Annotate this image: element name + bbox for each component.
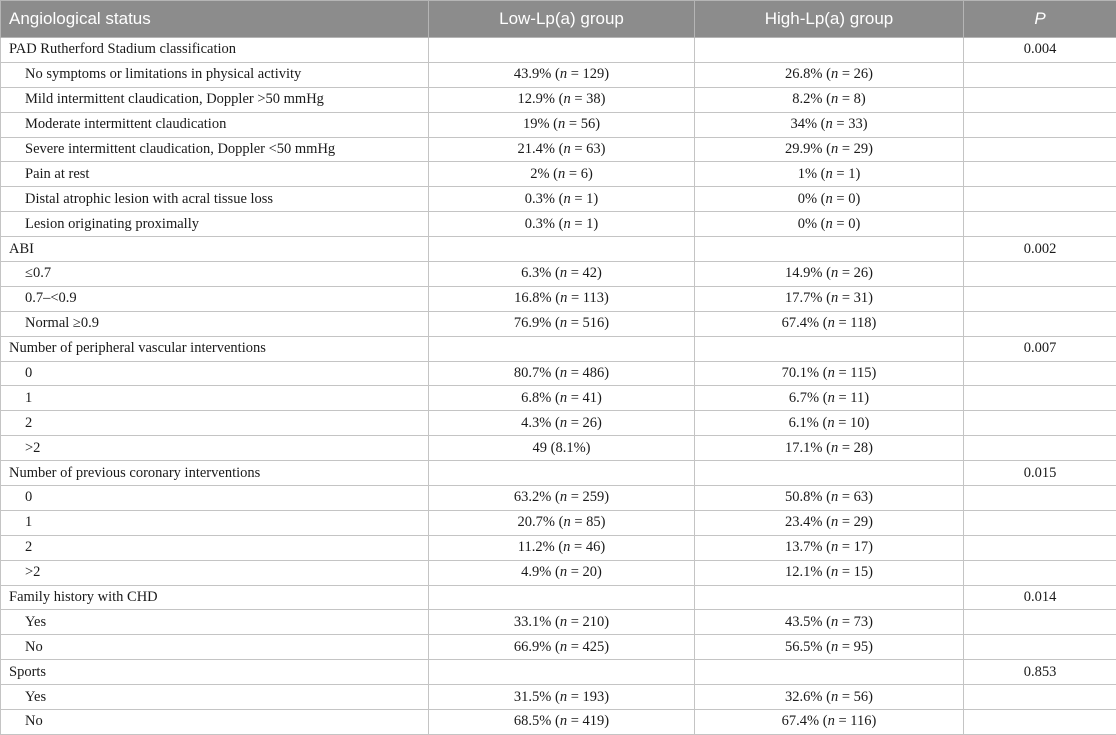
high-lpa-value: 67.4% (n = 118) (695, 311, 964, 336)
high-lpa-value: 34% (n = 33) (695, 112, 964, 137)
high-pct: 43.5% (785, 614, 822, 630)
high-lpa-value: 12.1% (n = 15) (695, 560, 964, 585)
high-n: 8 (854, 91, 861, 107)
p-value (964, 635, 1116, 660)
p-value (964, 610, 1116, 635)
low-n: 38 (586, 91, 601, 107)
low-n: 56 (581, 116, 596, 132)
high-pct: 32.6% (785, 689, 822, 705)
p-value (964, 311, 1116, 336)
high-pct: 67.4% (782, 315, 819, 331)
row-label: 0 (1, 361, 429, 386)
p-value (964, 87, 1116, 112)
low-pct: 2% (530, 166, 549, 182)
p-value: 0.015 (964, 461, 1116, 486)
p-value (964, 262, 1116, 287)
p-value (964, 560, 1116, 585)
high-n: 28 (854, 440, 869, 456)
table-group-row (1, 660, 1116, 685)
p-value (964, 361, 1116, 386)
group-label: Family history with CHD (1, 585, 429, 610)
high-pct: 34% (790, 116, 817, 132)
row-label: Normal ≥0.9 (1, 311, 429, 336)
low-n: 259 (583, 489, 605, 505)
row-label: >2 (1, 560, 429, 585)
table-row (1, 212, 1116, 237)
low-lpa-value (429, 461, 695, 486)
p-value: 0.004 (964, 38, 1116, 63)
low-lpa-value (429, 585, 695, 610)
low-n: 193 (583, 689, 605, 705)
high-n: 29 (854, 514, 869, 530)
header-high-lpa-group: High-Lp(a) group (695, 1, 964, 38)
high-n: 29 (854, 141, 869, 157)
high-lpa-value (695, 38, 964, 63)
row-label: Severe intermittent claudication, Doppler <50 mmHg (1, 137, 429, 162)
low-pct: 0.3% (525, 191, 555, 207)
low-lpa-value: 20.7% (n = 85) (429, 510, 695, 535)
table-group-row (1, 237, 1116, 262)
p-value (964, 187, 1116, 212)
low-lpa-value: 0.3% (n = 1) (429, 187, 695, 212)
low-lpa-value: 49 (8.1%) (429, 436, 695, 461)
p-value (964, 386, 1116, 411)
table-row (1, 610, 1116, 635)
row-label: 2 (1, 535, 429, 560)
low-pct: 80.7% (514, 365, 551, 381)
high-lpa-value: 50.8% (n = 63) (695, 486, 964, 511)
p-value (964, 486, 1116, 511)
high-lpa-value: 13.7% (n = 17) (695, 535, 964, 560)
high-pct: 67.4% (782, 713, 819, 729)
p-value (964, 535, 1116, 560)
high-pct: 29.9% (785, 141, 822, 157)
p-value (964, 685, 1116, 710)
low-pct: 0.3% (525, 216, 555, 232)
row-label: Moderate intermittent claudication (1, 112, 429, 137)
high-pct: 12.1% (785, 564, 822, 580)
high-n: 26 (854, 66, 869, 82)
table-row (1, 486, 1116, 511)
p-value: 0.853 (964, 660, 1116, 685)
high-n: 73 (854, 614, 869, 630)
row-label: 1 (1, 386, 429, 411)
low-n: 85 (586, 514, 601, 530)
table-row (1, 685, 1116, 710)
high-n: 63 (854, 489, 869, 505)
low-lpa-value: 76.9% (n = 516) (429, 311, 695, 336)
low-pct: 6.8% (521, 390, 551, 406)
low-lpa-value: 2% (n = 6) (429, 162, 695, 187)
table-row (1, 162, 1116, 187)
low-lpa-value: 6.8% (n = 41) (429, 386, 695, 411)
low-pct: 66.9% (514, 639, 551, 655)
high-lpa-value: 23.4% (n = 29) (695, 510, 964, 535)
high-n: 0 (848, 216, 855, 232)
low-pct: 76.9% (514, 315, 551, 331)
low-pct: 33.1% (514, 614, 551, 630)
high-pct: 6.7% (789, 390, 819, 406)
row-label: Yes (1, 610, 429, 635)
high-lpa-value: 14.9% (n = 26) (695, 262, 964, 287)
low-n: 419 (583, 713, 605, 729)
high-pct: 50.8% (785, 489, 822, 505)
low-n: 63 (586, 141, 601, 157)
high-lpa-value (695, 660, 964, 685)
group-label: Sports (1, 660, 429, 685)
table-body (1, 38, 1116, 735)
table-row (1, 535, 1116, 560)
low-lpa-value: 4.9% (n = 20) (429, 560, 695, 585)
row-label: 2 (1, 411, 429, 436)
row-label: ≤0.7 (1, 262, 429, 287)
high-lpa-value: 0% (n = 0) (695, 212, 964, 237)
low-n: 113 (583, 290, 604, 306)
high-n: 26 (854, 265, 869, 281)
low-lpa-value: 80.7% (n = 486) (429, 361, 695, 386)
row-label: Mild intermittent claudication, Doppler >50 mmHg (1, 87, 429, 112)
row-label: 0.7–<0.9 (1, 286, 429, 311)
high-n: 95 (854, 639, 869, 655)
table-row (1, 560, 1116, 585)
high-lpa-value: 29.9% (n = 29) (695, 137, 964, 162)
table-row (1, 311, 1116, 336)
p-value (964, 112, 1116, 137)
low-lpa-value: 4.3% (n = 26) (429, 411, 695, 436)
low-n: 425 (583, 639, 605, 655)
low-lpa-value: 12.9% (n = 38) (429, 87, 695, 112)
p-value (964, 411, 1116, 436)
row-label: 1 (1, 510, 429, 535)
high-n: 33 (848, 116, 863, 132)
p-value: 0.014 (964, 585, 1116, 610)
high-n: 118 (850, 315, 871, 331)
row-label: 0 (1, 486, 429, 511)
low-lpa-value: 0.3% (n = 1) (429, 212, 695, 237)
row-label: >2 (1, 436, 429, 461)
group-label: ABI (1, 237, 429, 262)
high-lpa-value: 1% (n = 1) (695, 162, 964, 187)
header-low-lpa-group: Low-Lp(a) group (429, 1, 695, 38)
high-n: 31 (854, 290, 869, 306)
row-label: Yes (1, 685, 429, 710)
table-row (1, 62, 1116, 87)
high-lpa-value: 26.8% (n = 26) (695, 62, 964, 87)
high-pct: 13.7% (785, 539, 822, 555)
low-pct: 4.9% (521, 564, 551, 580)
group-label: Number of peripheral vascular interventions (1, 336, 429, 361)
low-n: 486 (583, 365, 605, 381)
table-row (1, 510, 1116, 535)
p-value (964, 212, 1116, 237)
high-n: 11 (850, 390, 864, 406)
low-lpa-value (429, 38, 695, 63)
low-pct: 6.3% (521, 265, 551, 281)
p-value: 0.007 (964, 336, 1116, 361)
header-angiological-status: Angiological status (1, 1, 429, 38)
low-lpa-value (429, 660, 695, 685)
low-n: 1 (586, 216, 593, 232)
high-lpa-value (695, 585, 964, 610)
low-n: 1 (586, 191, 593, 207)
low-lpa-value (429, 336, 695, 361)
high-pct: 23.4% (785, 514, 822, 530)
low-lpa-value: 21.4% (n = 63) (429, 137, 695, 162)
p-value (964, 510, 1116, 535)
low-lpa-value: 68.5% (n = 419) (429, 710, 695, 735)
low-lpa-value: 19% (n = 56) (429, 112, 695, 137)
table-row (1, 710, 1116, 735)
low-n: 6 (581, 166, 588, 182)
high-n: 1 (848, 166, 855, 182)
table-group-row (1, 38, 1116, 63)
table-row (1, 635, 1116, 660)
high-lpa-value: 67.4% (n = 116) (695, 710, 964, 735)
high-pct: 70.1% (782, 365, 819, 381)
low-lpa-value: 11.2% (n = 46) (429, 535, 695, 560)
low-pct: 20.7% (518, 514, 555, 530)
p-value: 0.002 (964, 237, 1116, 262)
high-lpa-value: 17.7% (n = 31) (695, 286, 964, 311)
low-n: 20 (583, 564, 598, 580)
table-row (1, 187, 1116, 212)
high-lpa-value: 17.1% (n = 28) (695, 436, 964, 461)
low-lpa-value: 33.1% (n = 210) (429, 610, 695, 635)
high-n: 116 (850, 713, 871, 729)
table-row (1, 361, 1116, 386)
table-group-row (1, 336, 1116, 361)
high-n: 56 (854, 689, 869, 705)
header-p-value: P (964, 1, 1116, 38)
low-n: 42 (583, 265, 598, 281)
high-n: 0 (848, 191, 855, 207)
low-pct: 68.5% (514, 713, 551, 729)
high-lpa-value: 43.5% (n = 73) (695, 610, 964, 635)
low-n: 516 (583, 315, 605, 331)
high-pct: 14.9% (785, 265, 822, 281)
high-lpa-value: 6.7% (n = 11) (695, 386, 964, 411)
low-pct: 43.9% (514, 66, 551, 82)
high-pct: 1% (798, 166, 817, 182)
low-pct: 21.4% (518, 141, 555, 157)
high-pct: 17.7% (785, 290, 822, 306)
row-label: Distal atrophic lesion with acral tissue loss (1, 187, 429, 212)
low-pct: 12.9% (518, 91, 555, 107)
low-n: 46 (586, 539, 601, 555)
table-row (1, 286, 1116, 311)
p-value (964, 710, 1116, 735)
table-row (1, 262, 1116, 287)
low-lpa-value: 16.8% (n = 113) (429, 286, 695, 311)
low-pct: 11.2% (518, 539, 555, 555)
high-n: 115 (850, 365, 871, 381)
high-pct: 56.5% (785, 639, 822, 655)
group-label: PAD Rutherford Stadium classification (1, 38, 429, 63)
p-value (964, 62, 1116, 87)
table-row (1, 87, 1116, 112)
high-pct: 8.2% (792, 91, 822, 107)
table-group-row (1, 585, 1116, 610)
high-pct: 6.1% (789, 415, 819, 431)
high-n: 15 (854, 564, 869, 580)
low-n: 129 (583, 66, 605, 82)
high-lpa-value: 56.5% (n = 95) (695, 635, 964, 660)
p-value (964, 436, 1116, 461)
table-row (1, 137, 1116, 162)
low-pct: 31.5% (514, 689, 551, 705)
p-value (964, 137, 1116, 162)
low-pct: 4.3% (521, 415, 551, 431)
p-value (964, 286, 1116, 311)
table-group-row (1, 461, 1116, 486)
high-lpa-value (695, 336, 964, 361)
high-pct: 0% (798, 216, 817, 232)
low-lpa-value: 63.2% (n = 259) (429, 486, 695, 511)
table-row (1, 386, 1116, 411)
low-lpa-value: 43.9% (n = 129) (429, 62, 695, 87)
high-n: 10 (850, 415, 865, 431)
low-lpa-value: 31.5% (n = 193) (429, 685, 695, 710)
low-lpa-value: 66.9% (n = 425) (429, 635, 695, 660)
high-pct: 0% (798, 191, 817, 207)
low-lpa-value: 6.3% (n = 42) (429, 262, 695, 287)
high-lpa-value: 32.6% (n = 56) (695, 685, 964, 710)
table-row (1, 112, 1116, 137)
table-row (1, 411, 1116, 436)
row-label: No symptoms or limitations in physical activity (1, 62, 429, 87)
low-lpa-value (429, 237, 695, 262)
p-value (964, 162, 1116, 187)
high-pct: 17.1% (785, 440, 822, 456)
high-lpa-value: 70.1% (n = 115) (695, 361, 964, 386)
low-pct: 16.8% (514, 290, 551, 306)
high-lpa-value (695, 461, 964, 486)
row-label: No (1, 635, 429, 660)
high-lpa-value: 8.2% (n = 8) (695, 87, 964, 112)
high-pct: 26.8% (785, 66, 822, 82)
row-label: Pain at rest (1, 162, 429, 187)
low-pct: 63.2% (514, 489, 551, 505)
low-n: 210 (583, 614, 605, 630)
row-label: No (1, 710, 429, 735)
high-lpa-value: 0% (n = 0) (695, 187, 964, 212)
row-label: Lesion originating proximally (1, 212, 429, 237)
table-header-row (1, 1, 1116, 38)
low-n: 26 (583, 415, 598, 431)
low-pct: 19% (523, 116, 550, 132)
table-row (1, 436, 1116, 461)
low-n: 41 (583, 390, 598, 406)
high-n: 17 (854, 539, 869, 555)
high-lpa-value: 6.1% (n = 10) (695, 411, 964, 436)
group-label: Number of previous coronary interventions (1, 461, 429, 486)
high-lpa-value (695, 237, 964, 262)
